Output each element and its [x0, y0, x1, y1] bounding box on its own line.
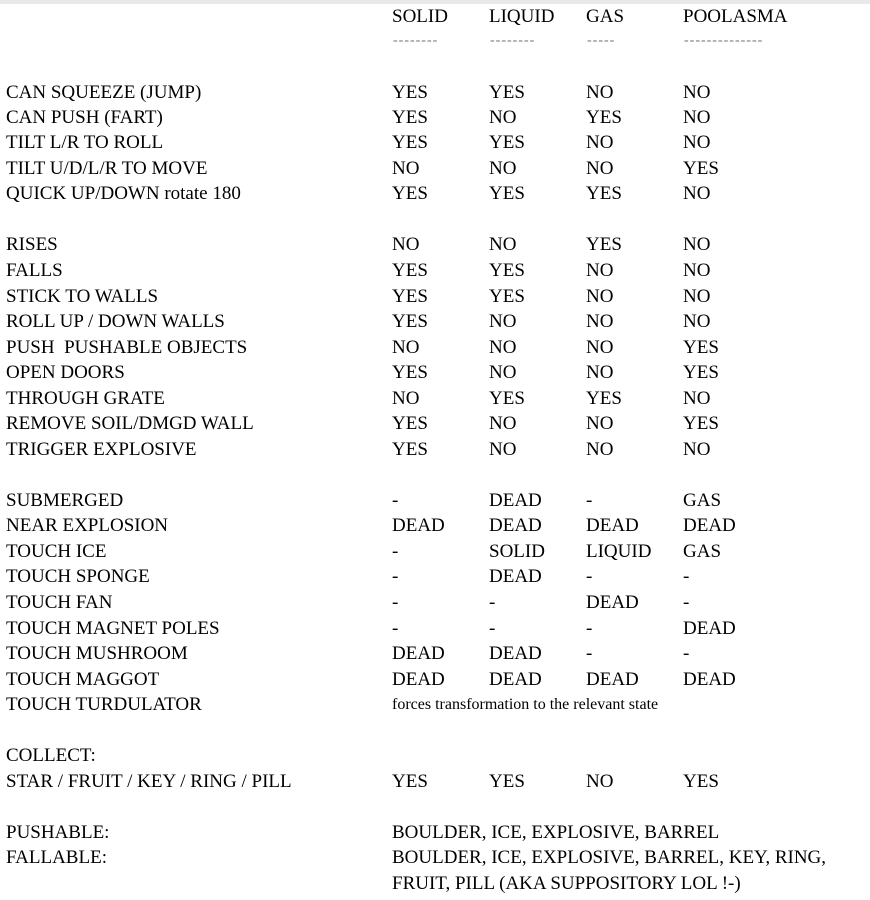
cell-gas: NO: [586, 771, 614, 792]
table-row: [0, 232, 870, 257]
cell-gas: DEAD: [586, 592, 639, 613]
cell-poolasma: NO: [683, 439, 711, 460]
table-row: [0, 641, 870, 666]
cell-solid: -: [392, 618, 399, 639]
cell-poolasma: NO: [683, 311, 711, 332]
table-row-collect: [0, 769, 870, 794]
header-liquid: LIQUID: [489, 6, 555, 27]
header-gas: GAS: [586, 6, 625, 27]
table-row: [0, 590, 870, 615]
row-label: CAN PUSH (FART): [6, 107, 163, 128]
table-row: [0, 80, 870, 105]
row-label: TOUCH ICE: [6, 541, 107, 562]
cell-liquid: YES: [489, 286, 525, 307]
cell-poolasma: GAS: [683, 490, 722, 511]
cell-liquid: YES: [489, 260, 525, 281]
cell-solid: DEAD: [392, 669, 445, 690]
header-underline-solid: --------: [393, 33, 439, 48]
cell-gas: YES: [586, 388, 622, 409]
cell-solid: YES: [392, 82, 428, 103]
cell-liquid: -: [489, 592, 496, 613]
row-label: TILT U/D/L/R TO MOVE: [6, 158, 208, 179]
row-label: QUICK UP/DOWN rotate 180: [6, 183, 241, 204]
cell-liquid: DEAD: [489, 490, 542, 511]
cell-poolasma: YES: [683, 158, 719, 179]
cell-gas: LIQUID: [586, 541, 652, 562]
row-label: STAR / FRUIT / KEY / RING / PILL: [6, 771, 292, 792]
table-row: [0, 360, 870, 385]
cell-solid: YES: [392, 132, 428, 153]
cell-poolasma: -: [683, 643, 690, 664]
cell-poolasma: NO: [683, 82, 711, 103]
table-row: [0, 335, 870, 360]
cell-liquid: NO: [489, 413, 517, 434]
row-label: TOUCH TURDULATOR: [6, 694, 202, 715]
cell-liquid: -: [489, 618, 496, 639]
row-label: CAN SQUEEZE (JUMP): [6, 82, 202, 103]
header-underline-gas: -----: [587, 33, 616, 48]
cell-solid: YES: [392, 439, 428, 460]
cell-poolasma: NO: [683, 260, 711, 281]
table-row: [0, 539, 870, 564]
cell-liquid: YES: [489, 388, 525, 409]
row-label: OPEN DOORS: [6, 362, 125, 383]
cell-liquid: NO: [489, 107, 517, 128]
cell-poolasma: DEAD: [683, 669, 736, 690]
table-row: [0, 513, 870, 538]
cell-gas: NO: [586, 82, 614, 103]
row-label: ROLL UP / DOWN WALLS: [6, 311, 225, 332]
header-underline-liquid: --------: [490, 33, 536, 48]
row-label: TOUCH SPONGE: [6, 566, 150, 587]
cell-poolasma: YES: [683, 362, 719, 383]
table-row: [0, 156, 870, 181]
cell-gas: NO: [586, 311, 614, 332]
cell-gas: DEAD: [586, 515, 639, 536]
cell-liquid: DEAD: [489, 643, 542, 664]
fallable-row: [0, 845, 870, 870]
cell-gas: NO: [586, 158, 614, 179]
table-row: [0, 258, 870, 283]
cell-gas: NO: [586, 413, 614, 434]
cell-liquid: YES: [489, 771, 525, 792]
collect-heading: COLLECT:: [6, 745, 96, 766]
cell-liquid: DEAD: [489, 566, 542, 587]
row-label: TOUCH MAGNET POLES: [6, 618, 220, 639]
header-underline-poolasma: --------------: [684, 33, 764, 48]
cell-poolasma: GAS: [683, 541, 722, 562]
table-row: [0, 411, 870, 436]
cell-solid: NO: [392, 234, 420, 255]
cell-liquid: NO: [489, 311, 517, 332]
cell-liquid: YES: [489, 132, 525, 153]
fallable-row-continued: [0, 871, 870, 896]
cell-gas: NO: [586, 362, 614, 383]
row-label: REMOVE SOIL/DMGD WALL: [6, 413, 254, 434]
table-row: [0, 130, 870, 155]
table-row: [0, 386, 870, 411]
cell-poolasma: -: [683, 592, 690, 613]
cell-solid: YES: [392, 107, 428, 128]
cell-solid: -: [392, 490, 399, 511]
collect-heading-row: [0, 743, 870, 768]
pushable-row: [0, 820, 870, 845]
cell-poolasma: DEAD: [683, 618, 736, 639]
cell-solid: -: [392, 566, 399, 587]
cell-liquid: DEAD: [489, 669, 542, 690]
cell-solid: DEAD: [392, 515, 445, 536]
cell-gas: NO: [586, 337, 614, 358]
cell-liquid: YES: [489, 183, 525, 204]
cell-solid: DEAD: [392, 643, 445, 664]
table-row: [0, 488, 870, 513]
cell-solid: YES: [392, 771, 428, 792]
cell-liquid: NO: [489, 234, 517, 255]
pushable-label: PUSHABLE:: [6, 822, 110, 843]
cell-liquid: NO: [489, 337, 517, 358]
row-label: NEAR EXPLOSION: [6, 515, 169, 536]
cell-solid: NO: [392, 337, 420, 358]
cell-solid: -: [392, 592, 399, 613]
cell-poolasma: NO: [683, 107, 711, 128]
cell-solid: YES: [392, 413, 428, 434]
cell-gas: NO: [586, 439, 614, 460]
cell-poolasma: NO: [683, 183, 711, 204]
table-row: [0, 564, 870, 589]
cell-poolasma: NO: [683, 286, 711, 307]
cell-solid: YES: [392, 311, 428, 332]
cell-gas: NO: [586, 132, 614, 153]
pushable-list: BOULDER, ICE, EXPLOSIVE, BARREL: [392, 822, 720, 843]
cell-poolasma: NO: [683, 388, 711, 409]
row-label: TOUCH FAN: [6, 592, 113, 613]
cell-gas: -: [586, 618, 593, 639]
cell-poolasma: YES: [683, 413, 719, 434]
row-label: THROUGH GRATE: [6, 388, 165, 409]
cell-gas: DEAD: [586, 669, 639, 690]
cell-gas: -: [586, 490, 593, 511]
table-row: [0, 437, 870, 462]
cell-gas: -: [586, 643, 593, 664]
cell-gas: YES: [586, 107, 622, 128]
cell-poolasma: NO: [683, 132, 711, 153]
table-row: [0, 309, 870, 334]
cell-poolasma: -: [683, 566, 690, 587]
cell-poolasma: YES: [683, 771, 719, 792]
cell-poolasma: NO: [683, 234, 711, 255]
table-row-turdulator: [0, 692, 870, 717]
cell-liquid: YES: [489, 82, 525, 103]
turdulator-note: forces transformation to the relevant state: [392, 696, 659, 713]
cell-solid: YES: [392, 260, 428, 281]
cell-solid: -: [392, 541, 399, 562]
cell-liquid: NO: [489, 439, 517, 460]
cell-liquid: DEAD: [489, 515, 542, 536]
table-row: [0, 284, 870, 309]
cell-poolasma: YES: [683, 337, 719, 358]
cell-solid: YES: [392, 183, 428, 204]
table-row: [0, 105, 870, 130]
row-label: RISES: [6, 234, 58, 255]
row-label: TRIGGER EXPLOSIVE: [6, 439, 197, 460]
fallable-list-line1: BOULDER, ICE, EXPLOSIVE, BARREL, KEY, RING,: [392, 847, 827, 868]
cell-gas: -: [586, 566, 593, 587]
cell-poolasma: DEAD: [683, 515, 736, 536]
cell-gas: YES: [586, 183, 622, 204]
cell-gas: NO: [586, 260, 614, 281]
cell-gas: YES: [586, 234, 622, 255]
cell-liquid: SOLID: [489, 541, 545, 562]
row-label: TOUCH MAGGOT: [6, 669, 160, 690]
header-solid: SOLID: [392, 6, 448, 27]
cell-gas: NO: [586, 286, 614, 307]
row-label: SUBMERGED: [6, 490, 124, 511]
cell-liquid: NO: [489, 362, 517, 383]
table-row: [0, 181, 870, 206]
row-label: TOUCH MUSHROOM: [6, 643, 188, 664]
header-poolasma: POOLASMA: [683, 6, 788, 27]
cell-solid: YES: [392, 362, 428, 383]
cell-solid: NO: [392, 388, 420, 409]
row-label: STICK TO WALLS: [6, 286, 159, 307]
cell-liquid: NO: [489, 158, 517, 179]
cell-solid: YES: [392, 286, 428, 307]
fallable-label: FALLABLE:: [6, 847, 107, 868]
table-row: [0, 667, 870, 692]
row-label: FALLS: [6, 260, 63, 281]
table-row: [0, 616, 870, 641]
fallable-list-line2: FRUIT, PILL (AKA SUPPOSITORY LOL !-): [392, 873, 741, 894]
cell-solid: NO: [392, 158, 420, 179]
row-label: PUSH PUSHABLE OBJECTS: [6, 337, 248, 358]
row-label: TILT L/R TO ROLL: [6, 132, 164, 153]
